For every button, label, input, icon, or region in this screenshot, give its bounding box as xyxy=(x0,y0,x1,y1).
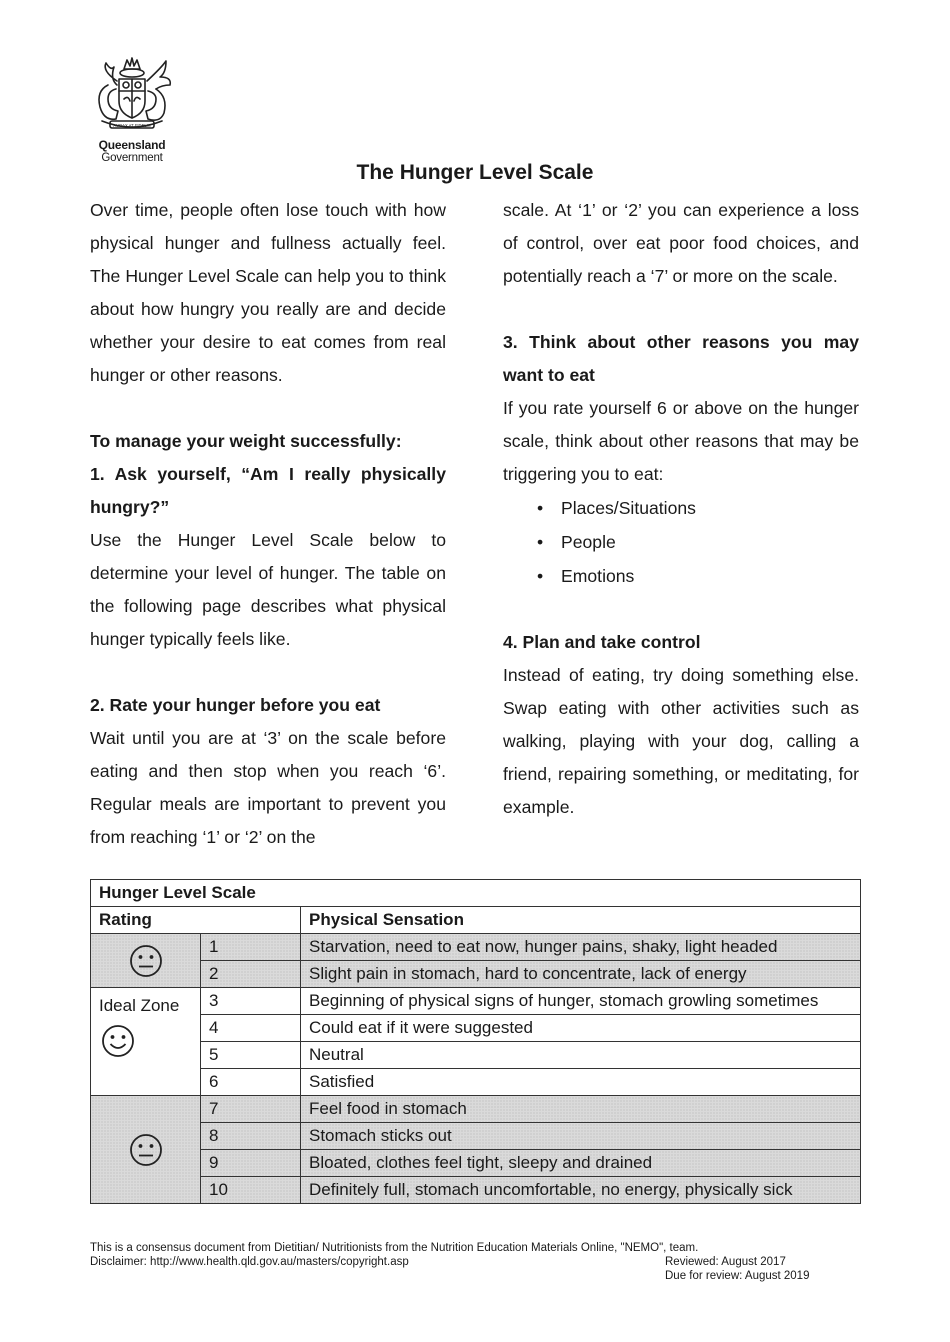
footer-reviewed-date: Reviewed: August 2017 xyxy=(665,1256,786,1268)
full-zone-cell xyxy=(91,1096,201,1204)
ideal-zone-label: Ideal Zone xyxy=(99,996,180,1015)
list-item: • Places/Situations xyxy=(561,491,859,525)
sensation-text: Slight pain in stomach, hard to concentrate, lack of energy xyxy=(301,961,861,988)
table-row xyxy=(91,988,861,1015)
neutral-face-icon xyxy=(129,1133,163,1167)
neutral-face-icon xyxy=(129,944,163,978)
smiley-face-icon xyxy=(101,1024,135,1058)
sensation-text: Neutral xyxy=(301,1042,861,1069)
logo-motto: AUDAX AT FIDELIS xyxy=(113,123,151,128)
list-item: • Emotions xyxy=(561,559,859,593)
step3-heading: 3. Think about other reasons you may want to eat xyxy=(503,332,859,385)
rating-number: 6 xyxy=(201,1069,301,1096)
table-row xyxy=(91,1069,861,1096)
triggers-list xyxy=(503,491,859,593)
rating-number: 9 xyxy=(201,1150,301,1177)
sensation-text: Stomach sticks out xyxy=(301,1123,861,1150)
table-row xyxy=(91,1096,861,1123)
table-row xyxy=(91,1042,861,1069)
coat-of-arms-icon xyxy=(86,55,178,137)
footer-disclaimer: Disclaimer: http://www.health.qld.gov.au/masters/copyright.asp xyxy=(90,1256,409,1268)
sensation-text: Could eat if it were suggested xyxy=(301,1015,861,1042)
table-header-row xyxy=(91,907,861,934)
footer-due-date: Due for review: August 2019 xyxy=(665,1270,810,1282)
footer xyxy=(90,1241,850,1283)
table-row xyxy=(91,934,861,961)
rating-number: 3 xyxy=(201,988,301,1015)
right-column xyxy=(503,194,859,824)
queensland-government-logo xyxy=(82,55,182,164)
intro-paragraph: Over time, people often lose touch with how physical hunger and fullness actually feel. The Hunger Level Scale can help you to think about how hungry you really are and decide whether your desire to eat comes from real hunger or other reasons. xyxy=(90,200,446,385)
step3-text: If you rate yourself 6 or above on the hunger scale, think about other reasons that may be triggering you to eat: xyxy=(503,398,859,484)
step2-heading: 2. Rate your hunger before you eat xyxy=(90,695,381,715)
step2-text: Wait until you are at ‘3’ on the scale before eating and then stop when you reach ‘6’. Regular meals are important to prevent you from reaching ‘1’ or ‘2’ on the xyxy=(90,728,446,847)
rating-number: 10 xyxy=(201,1177,301,1204)
column-header-sensation: Physical Sensation xyxy=(301,907,861,934)
rating-number: 5 xyxy=(201,1042,301,1069)
rating-number: 7 xyxy=(201,1096,301,1123)
sensation-text: Bloated, clothes feel tight, sleepy and drained xyxy=(301,1150,861,1177)
table-caption: Hunger Level Scale xyxy=(91,880,861,907)
logo-line-2: Government xyxy=(101,152,163,164)
footer-consensus-note: This is a consensus document from Dietitian/ Nutritionists from the Nutrition Education Materials Online, "NEMO", team. xyxy=(90,1242,699,1254)
page-title: The Hunger Level Scale xyxy=(356,161,594,184)
step1-heading: 1. Ask yourself, “Am I really physically hungry?” xyxy=(90,464,446,517)
step2-continued: scale. At ‘1’ or ‘2’ you can experience a loss of control, over eat poor food choices, and potentially reach a ‘7’ or more on the scale. xyxy=(503,200,859,286)
left-column xyxy=(90,194,446,854)
ideal-zone-cell xyxy=(91,988,201,1096)
sensation-text: Satisfied xyxy=(301,1069,861,1096)
rating-number: 1 xyxy=(201,934,301,961)
sensation-text: Beginning of physical signs of hunger, stomach growling sometimes xyxy=(301,988,861,1015)
rating-number: 8 xyxy=(201,1123,301,1150)
sensation-text: Starvation, need to eat now, hunger pains, shaky, light headed xyxy=(301,934,861,961)
sensation-text: Feel food in stomach xyxy=(301,1096,861,1123)
step4-heading: 4. Plan and take control xyxy=(503,632,701,652)
sensation-text: Definitely full, stomach uncomfortable, no energy, physically sick xyxy=(301,1177,861,1204)
manage-heading: To manage your weight successfully: xyxy=(90,431,402,451)
step4-text: Instead of eating, try doing something else. Swap eating with other activities such as walking, playing with your dog, calling a friend, repairing something, or meditating, for example. xyxy=(503,665,859,817)
table-row xyxy=(91,961,861,988)
rating-number: 2 xyxy=(201,961,301,988)
column-header-rating: Rating xyxy=(91,907,301,934)
table-row xyxy=(91,1015,861,1042)
hunger-level-table xyxy=(90,879,861,1204)
table-row xyxy=(91,1150,861,1177)
table-row xyxy=(91,1177,861,1204)
rating-number: 4 xyxy=(201,1015,301,1042)
table-caption-row xyxy=(91,880,861,907)
step1-text: Use the Hunger Level Scale below to determine your level of hunger. The table on the following page describes what physical hunger typically feels like. xyxy=(90,530,446,649)
table-row xyxy=(91,1123,861,1150)
logo-line-1: Queensland xyxy=(98,138,166,152)
list-item: • People xyxy=(561,525,859,559)
hungry-zone-cell xyxy=(91,934,201,988)
